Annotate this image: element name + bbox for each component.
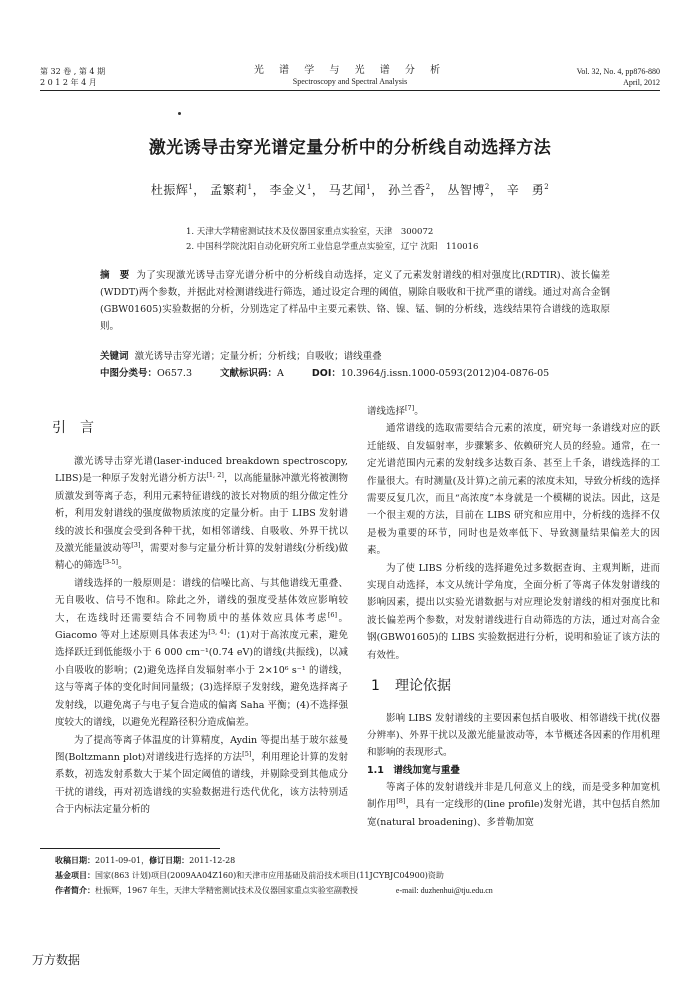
revised-date: 2011-12-28 <box>189 856 236 865</box>
author: 丛智博 <box>447 183 485 197</box>
body-text: 。Giacomo 等对上述原则具体表述为 <box>55 612 348 642</box>
fund-text: 国家(863 计划)项目(2009AA04Z160)和天津市应用基础及前沿技术项目(11JCYBJC04900)资助 <box>95 871 444 880</box>
keywords-text: 激光诱导击穿光谱；定量分析；分析线；自吸收；谱线重叠 <box>134 351 382 362</box>
doc-code-label: 文献标识码： <box>220 368 278 379</box>
left-column <box>55 453 348 819</box>
author: 马艺闻 <box>328 183 367 197</box>
author-list: 杜振辉$^1$， 孟繁莉$^1$， 李金义$^1$， 马艺闻$^1$， 孙兰香$^2$， 丛智博$^2$， 辛 勇$^2$ <box>150 183 550 197</box>
citation-ref: [1, 2] <box>206 471 224 480</box>
footnote-dates <box>55 853 493 868</box>
abstract <box>100 267 610 335</box>
footnote-rule <box>40 848 220 849</box>
footnote-fund <box>55 868 493 883</box>
body-text: 影响 LIBS 发射谱线的主要因素包括自吸收、相邻谱线干扰(仪器分辨率)、外界干扰以及激光能量波动等，本节概述各因素的作用机理和影响的表现形式。 <box>367 712 660 759</box>
body-text: 通常谱线的选取需要结合元素的浓度，研究每一条谱线对应的跃迁能级、自发辐射率，步骤繁多、依赖研究人员的经验。通常，在一定光谱范围内元素的发射线多达数百条、甚至上千条，谱线选择的工作量很大。有时测量(及计算)之前元素的浓度未知，导致分析线的选择需要反复几次，而且“高浓度”本身就是一个模糊的说法。因此，这是一个很主观的方法，目前在 LIBS 研究和应用中，分析线的选择不仅是极为重要的环节，同时也是效率低下、导致测量结果偏差大的因素。 <box>367 423 660 557</box>
header-journal <box>230 64 470 87</box>
doi-value: 10.3964/j.issn.1000-0593(2012)04-0876-05 <box>340 368 550 379</box>
classification-line <box>100 366 620 382</box>
author-mark: 1 <box>247 183 253 191</box>
author-mark: 2 <box>544 183 550 191</box>
author: 孙兰香 <box>388 183 426 197</box>
citation-ref: [5] <box>242 749 252 758</box>
section-1-paragraph <box>367 710 660 762</box>
abstract-text: 为了实现激光诱导击穿光谱分析中的分析线自动选择，定义了元素发射谱线的相对强度比(RDTIR)、波长偏差(WDDT)两个参数，并据此对检测谱线进行筛选，通过设定合理的阈值，剔除自吸收和干扰严重的谱线。通过对高合金钢(GBW01605)实验数据的分析，分别选定了样品中主要元素铁、铬、镍、锰、铜的分析线，选线结果符合谱线的选取原则。 <box>100 270 610 332</box>
journal-name-zh: 光 谱 学 与 光 谱 分 析 <box>253 65 447 76</box>
keywords <box>100 349 620 365</box>
journal-name-en: Spectroscopy and Spectral Analysis <box>292 77 408 86</box>
intro-paragraph-3 <box>55 732 348 819</box>
author-mark: 1 <box>306 183 312 191</box>
section-1-number: 1 <box>371 678 380 695</box>
right-column <box>367 403 660 831</box>
author: 李金义 <box>269 183 307 197</box>
author-email: e-mail: duzhenhui@tju.edu.cn <box>395 886 493 895</box>
author: 辛 勇 <box>506 183 545 197</box>
author: 杜振辉 <box>150 183 189 197</box>
col2-paragraph-2 <box>367 560 660 664</box>
citation-ref: [8] <box>396 796 406 805</box>
body-text: ：(1)对于高浓度元素，避免选择跃迁到低能级小于 6 000 cm⁻¹(0.74 eV)的谱线(共振线)，以减小自吸收的影响；(2)避免选择自发辐射率小于 2×10⁶ s⁻¹ 的谱线，这与等离子体的变化时间同量级；(3)选择原子发射线，避免选择离子发射线，以避免离子与电子复合造成的偏离 Saha 平衡；(4)不选择强度较大的谱线，以避免光程路径积分造成偏差。 <box>55 630 348 729</box>
header-volume-pages: Vol. 32, No. 4, pp876-880 <box>576 67 660 76</box>
citation-ref: [3-5] <box>102 558 119 567</box>
author: 孟繁莉 <box>210 183 248 197</box>
body-text: ，以高能量脉冲激光将被测物质激发到等离子态，利用元素特征谱线的波长对物质的组分做定性分析，利用发射谱线的强度做物质浓度的定量分析。由于 LIBS 发射谱线的波长和强度会受到各种干扰，如相邻谱线、自吸收、外界干扰以及激光能量波动等 <box>55 473 348 555</box>
body-text: 。 <box>414 406 424 417</box>
doc-code-value: A <box>277 368 284 379</box>
keywords-label: 关键词 <box>100 351 129 362</box>
author-mark: 1 <box>366 183 372 191</box>
header-year-zh: 2 0 1 2 年 4 月 <box>40 78 97 87</box>
footnotes <box>55 853 493 898</box>
body-text: 为了提高等离子体温度的计算精度，Aydin 等提出基于玻尔兹曼图(Boltzmann plot)对谱线进行选择的方法 <box>55 734 348 763</box>
clc-value: O657.3 <box>157 368 193 379</box>
body-text: ，具有一定线形的(line profile)发射光谱，其中包括自然加宽(natural broadening)、多普勒加宽 <box>367 799 660 828</box>
section-1-heading <box>371 678 660 695</box>
author-bio-label: 作者简介： <box>55 886 95 895</box>
body-text: 激光诱导击穿光谱(laser-induced breakdown spectroscopy, LIBS)是一种原子发射光谱分析方法 <box>55 456 348 485</box>
received-date: 2011-09-01， <box>95 856 150 865</box>
revised-label: 修订日期： <box>149 856 190 865</box>
header-volume-info <box>40 66 105 88</box>
clc-label: 中图分类号： <box>100 368 158 379</box>
author-bio-text: 杜振辉，1967 年生，天津大学精密测试技术及仪器国家重点实验室副教授 <box>95 886 358 895</box>
citation-ref: [3, 4] <box>208 627 227 636</box>
affiliation-2: 2. 中国科学院沈阳自动化研究所工业信息学重点实验室，辽宁 沈阳 110016 <box>186 242 479 252</box>
col2-paragraph-1 <box>367 420 660 559</box>
author-mark: 1 <box>188 183 194 191</box>
author-mark: 2 <box>484 183 490 191</box>
body-text: 。 <box>118 560 128 572</box>
scan-dot <box>178 112 181 115</box>
received-label: 收稿日期： <box>55 856 95 865</box>
fund-label: 基金项目： <box>55 871 95 880</box>
body-text: 等离子体的发射谱线并非是几何意义上的线，而是受多种加宽机制作用 <box>367 781 660 811</box>
citation-ref: [7] <box>405 403 415 412</box>
author-mark: 2 <box>425 183 431 191</box>
citation-ref: [6] <box>327 610 338 619</box>
subsection-1-1-paragraph <box>367 779 660 831</box>
col2-continuation <box>367 403 660 420</box>
affiliations <box>186 225 478 255</box>
body-text: ，利用理论计算的发射系数，初选发射系数大于某个固定阈值的谱线，并剔除受到其他成分干扰的谱线，再对初选谱线的实验数据进行迭代优化，该方法特别适合于内标法定量分析的 <box>55 751 348 816</box>
section-1-title: 理论依据 <box>395 678 451 695</box>
body-text: 为了使 LIBS 分析线的选择避免过多数据查询、主观判断，进而实现自动选择，本文从统计学角度，全面分析了等离子体发射谱线的影响因素，提出以实验光谱数据与对应理论发射谱线的相对强度比和波长偏差两个参数，对发射谱线进行自动筛选的方法，通过对高合金钢(GBW01605)的 LIBS 实验数据进行分析，说明和验证了该方法的有效性。 <box>367 562 660 661</box>
affiliation-1: 1. 天津大学精密测试技术及仪器国家重点实验室，天津 300072 <box>186 227 434 237</box>
intro-heading: 引 言 <box>52 420 94 436</box>
body-text: 谱线选择的一般原则是：谱线的信噪比高、与其他谱线无重叠、无自吸收、信号不饱和。除此之外，谱线的强度受基体效应影响较大，在选线时还需要结合不同物质中的基体效应具体考虑 <box>55 577 348 624</box>
header-date-en: April, 2012 <box>623 78 660 87</box>
abstract-label: 摘 要 <box>100 270 130 281</box>
paper-title: 激光诱导击穿光谱定量分析中的分析线自动选择方法 <box>148 138 552 158</box>
intro-paragraph-2 <box>55 575 348 732</box>
body-text: ，需要对参与定量分析计算的发射谱线(分析线)做精心的筛选 <box>55 543 348 572</box>
header-rule <box>40 90 660 91</box>
header-volume-en <box>577 66 660 88</box>
citation-ref: [3] <box>131 540 141 549</box>
intro-paragraph-1 <box>55 453 348 575</box>
footnote-author <box>55 883 493 898</box>
doi-label: DOI： <box>311 368 341 379</box>
header-volume-zh: 第 32 卷 , 第 4 期 <box>40 67 106 76</box>
watermark-wanfang: 万方数据 <box>32 953 81 967</box>
body-text: 谱线选择 <box>367 406 406 417</box>
subsection-1-1-heading: 1.1 谱线加宽与重叠 <box>367 764 460 776</box>
